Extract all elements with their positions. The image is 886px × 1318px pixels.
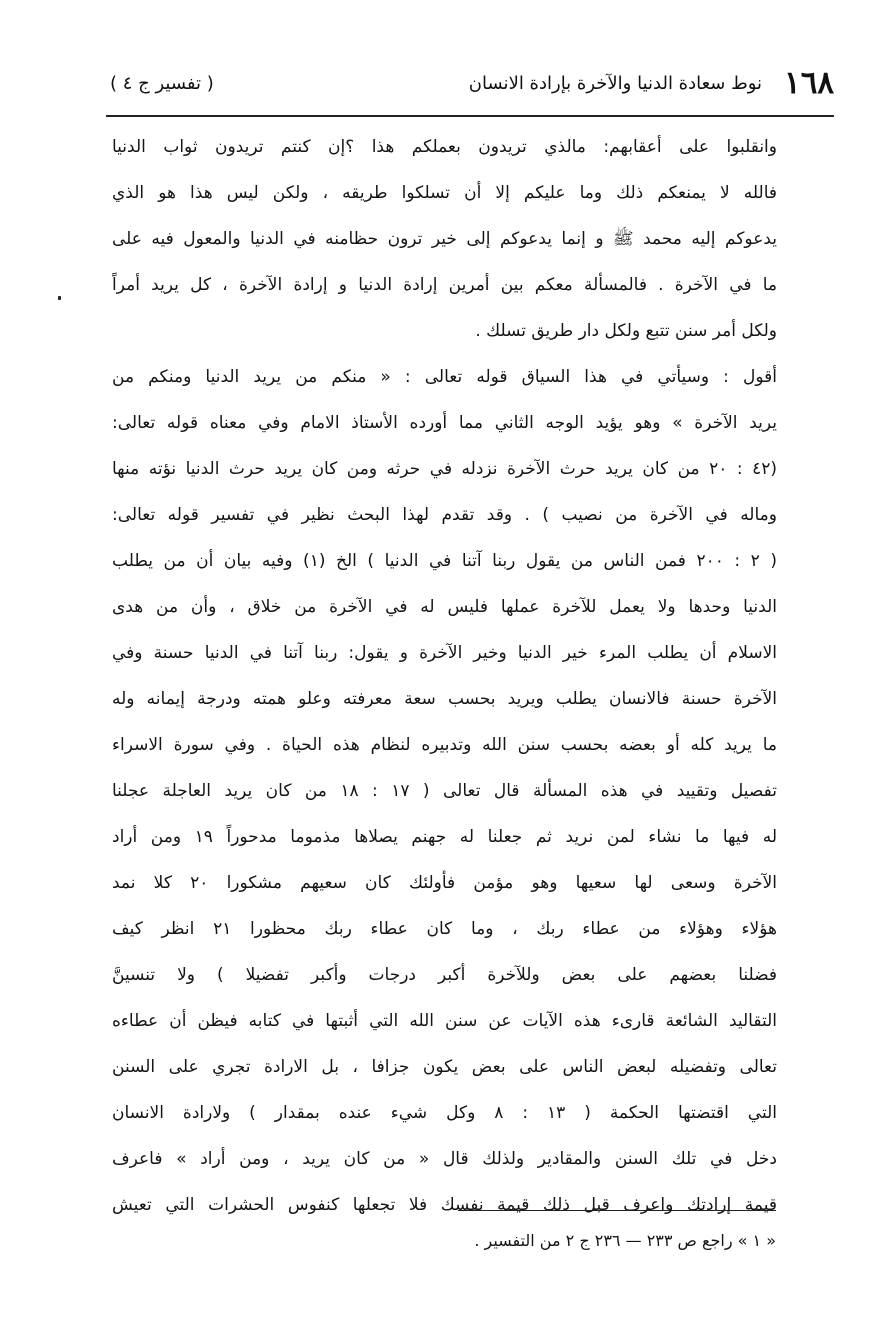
running-title: نوط سعادة الدنيا والآخرة بإرادة الانسان: [468, 72, 763, 94]
text-line: ما يريد كله أو بعضه بحسب سنن الله وتدبيره لنظام هذه الحياة . وفي سورة الاسراء: [112, 735, 777, 755]
text-line: قيمة إرادتك واعرف قبل ذلك قيمة نفسك فلا تجعلها كنفوس الحشرات التي تعيش: [112, 1195, 777, 1215]
text-line: دخل في تلك السنن والمقادير ولذلك قال « من كان يريد ، ومن أراد » فاعرف: [112, 1149, 777, 1169]
text-line: له فيها ما نشاء لمن نريد ثم جعلنا له جهنم يصلاها مذموما مدحوراً ١٩ ومن أراد: [112, 827, 777, 847]
footnote-divider: [458, 1210, 776, 1211]
text-line: أقول : وسيأتي في هذا السياق قوله تعالى : « منكم من يريد الدنيا ومنكم من: [112, 367, 777, 387]
text-line: تعالى وتفضيله لبعض الناس على بعض يكون جزافا ، بل الارادة تجري على السنن: [112, 1057, 777, 1077]
text-line: فالله لا يمنعكم ذلك وما عليكم إلا أن تسلكوا طريقه ، ولكن ليس هذا هو الذي: [112, 183, 777, 203]
text-line: (٤٢ : ٢٠ من كان يريد حرث الآخرة نزدله في حرثه ومن كان يريد حرث الدنيا نؤته منها: [112, 459, 777, 479]
text-line: وماله في الآخرة من نصيب ) . وقد تقدم لهذا البحث نظير في تفسير قوله تعالى:: [112, 505, 777, 525]
header-divider: [106, 115, 834, 117]
text-line: الآخرة حسنة فالانسان يطلب ويريد بحسب سعة معرفته وعلو همته ودرجة إيمانه وله: [112, 689, 777, 709]
text-line: التقاليد الشائعة قارىء هذه الآيات عن سنن الله التي أثبتها في كتابه فيظن أن عطاءه: [112, 1011, 777, 1031]
text-line: فضلنا بعضهم على بعض وللآخرة أكبر درجات وأكبر تفضيلا ) ولا تنسينَّ: [112, 965, 777, 985]
text-line: ولكل أمر سنن تتبع ولكل دار طريق تسلك .: [475, 321, 777, 341]
text-line: يريد الآخرة » وهو يؤيد الوجه الثاني مما أورده الأستاذ الامام وفي معناه قوله تعالى:: [112, 413, 777, 433]
book-reference: ( تفسير ج ٤ ): [110, 72, 214, 94]
text-line: التي اقتضتها الحكمة ( ١٣ : ٨ وكل شيء عنده بمقدار ) ولارادة الانسان: [112, 1103, 777, 1123]
text-line: الآخرة وسعى لها سعيها وهو مؤمن فأولئك كان سعيهم مشكورا ٢٠ كلا نمد: [112, 873, 777, 893]
text-line: يدعوكم إليه محمد ﷺ و إنما يدعوكم إلى خير ترون حظامنه في الدنيا والمعول فيه على: [112, 229, 777, 249]
page-number: ١٦٨: [784, 65, 834, 101]
page-header: [108, 58, 834, 108]
body-text: [112, 124, 777, 1228]
text-line: وانقلبوا على أعقابهم: مالذي تريدون بعملكم هذا ؟إن كنتم تريدون ثواب الدنيا: [112, 137, 777, 157]
text-line: ما في الآخرة . فالمسألة معكم بين أمرين إرادة الدنيا و إرادة الآخرة ، كل يريد أمراً: [112, 275, 777, 295]
text-line: الاسلام أن يطلب المرء خير الدنيا وخير الآخرة و يقول: ربنا آتنا في الدنيا حسنة وفي: [112, 643, 777, 663]
margin-speck: [58, 296, 61, 300]
text-line: ( ٢ : ٢٠٠ فمن الناس من يقول ربنا آتنا في الدنيا ) الخ (١) وفيه بيان أن من يطلب: [112, 551, 777, 571]
text-line: الدنيا وحدها ولا يعمل للآخرة عملها فليس له في الآخرة من خلاق ، وأن من هدى: [112, 597, 777, 617]
footnote: « ١ » راجع ص ٢٣٣ — ٢٣٦ ج ٢ من التفسير .: [474, 1231, 776, 1250]
text-line: هؤلاء وهؤلاء من عطاء ربك ، وما كان عطاء ربك محظورا ٢١ انظر كيف: [112, 919, 777, 939]
text-line: تفصيل وتقييد في هذه المسألة قال تعالى ( ١٧ : ١٨ من كان يريد العاجلة عجلنا: [112, 781, 777, 801]
